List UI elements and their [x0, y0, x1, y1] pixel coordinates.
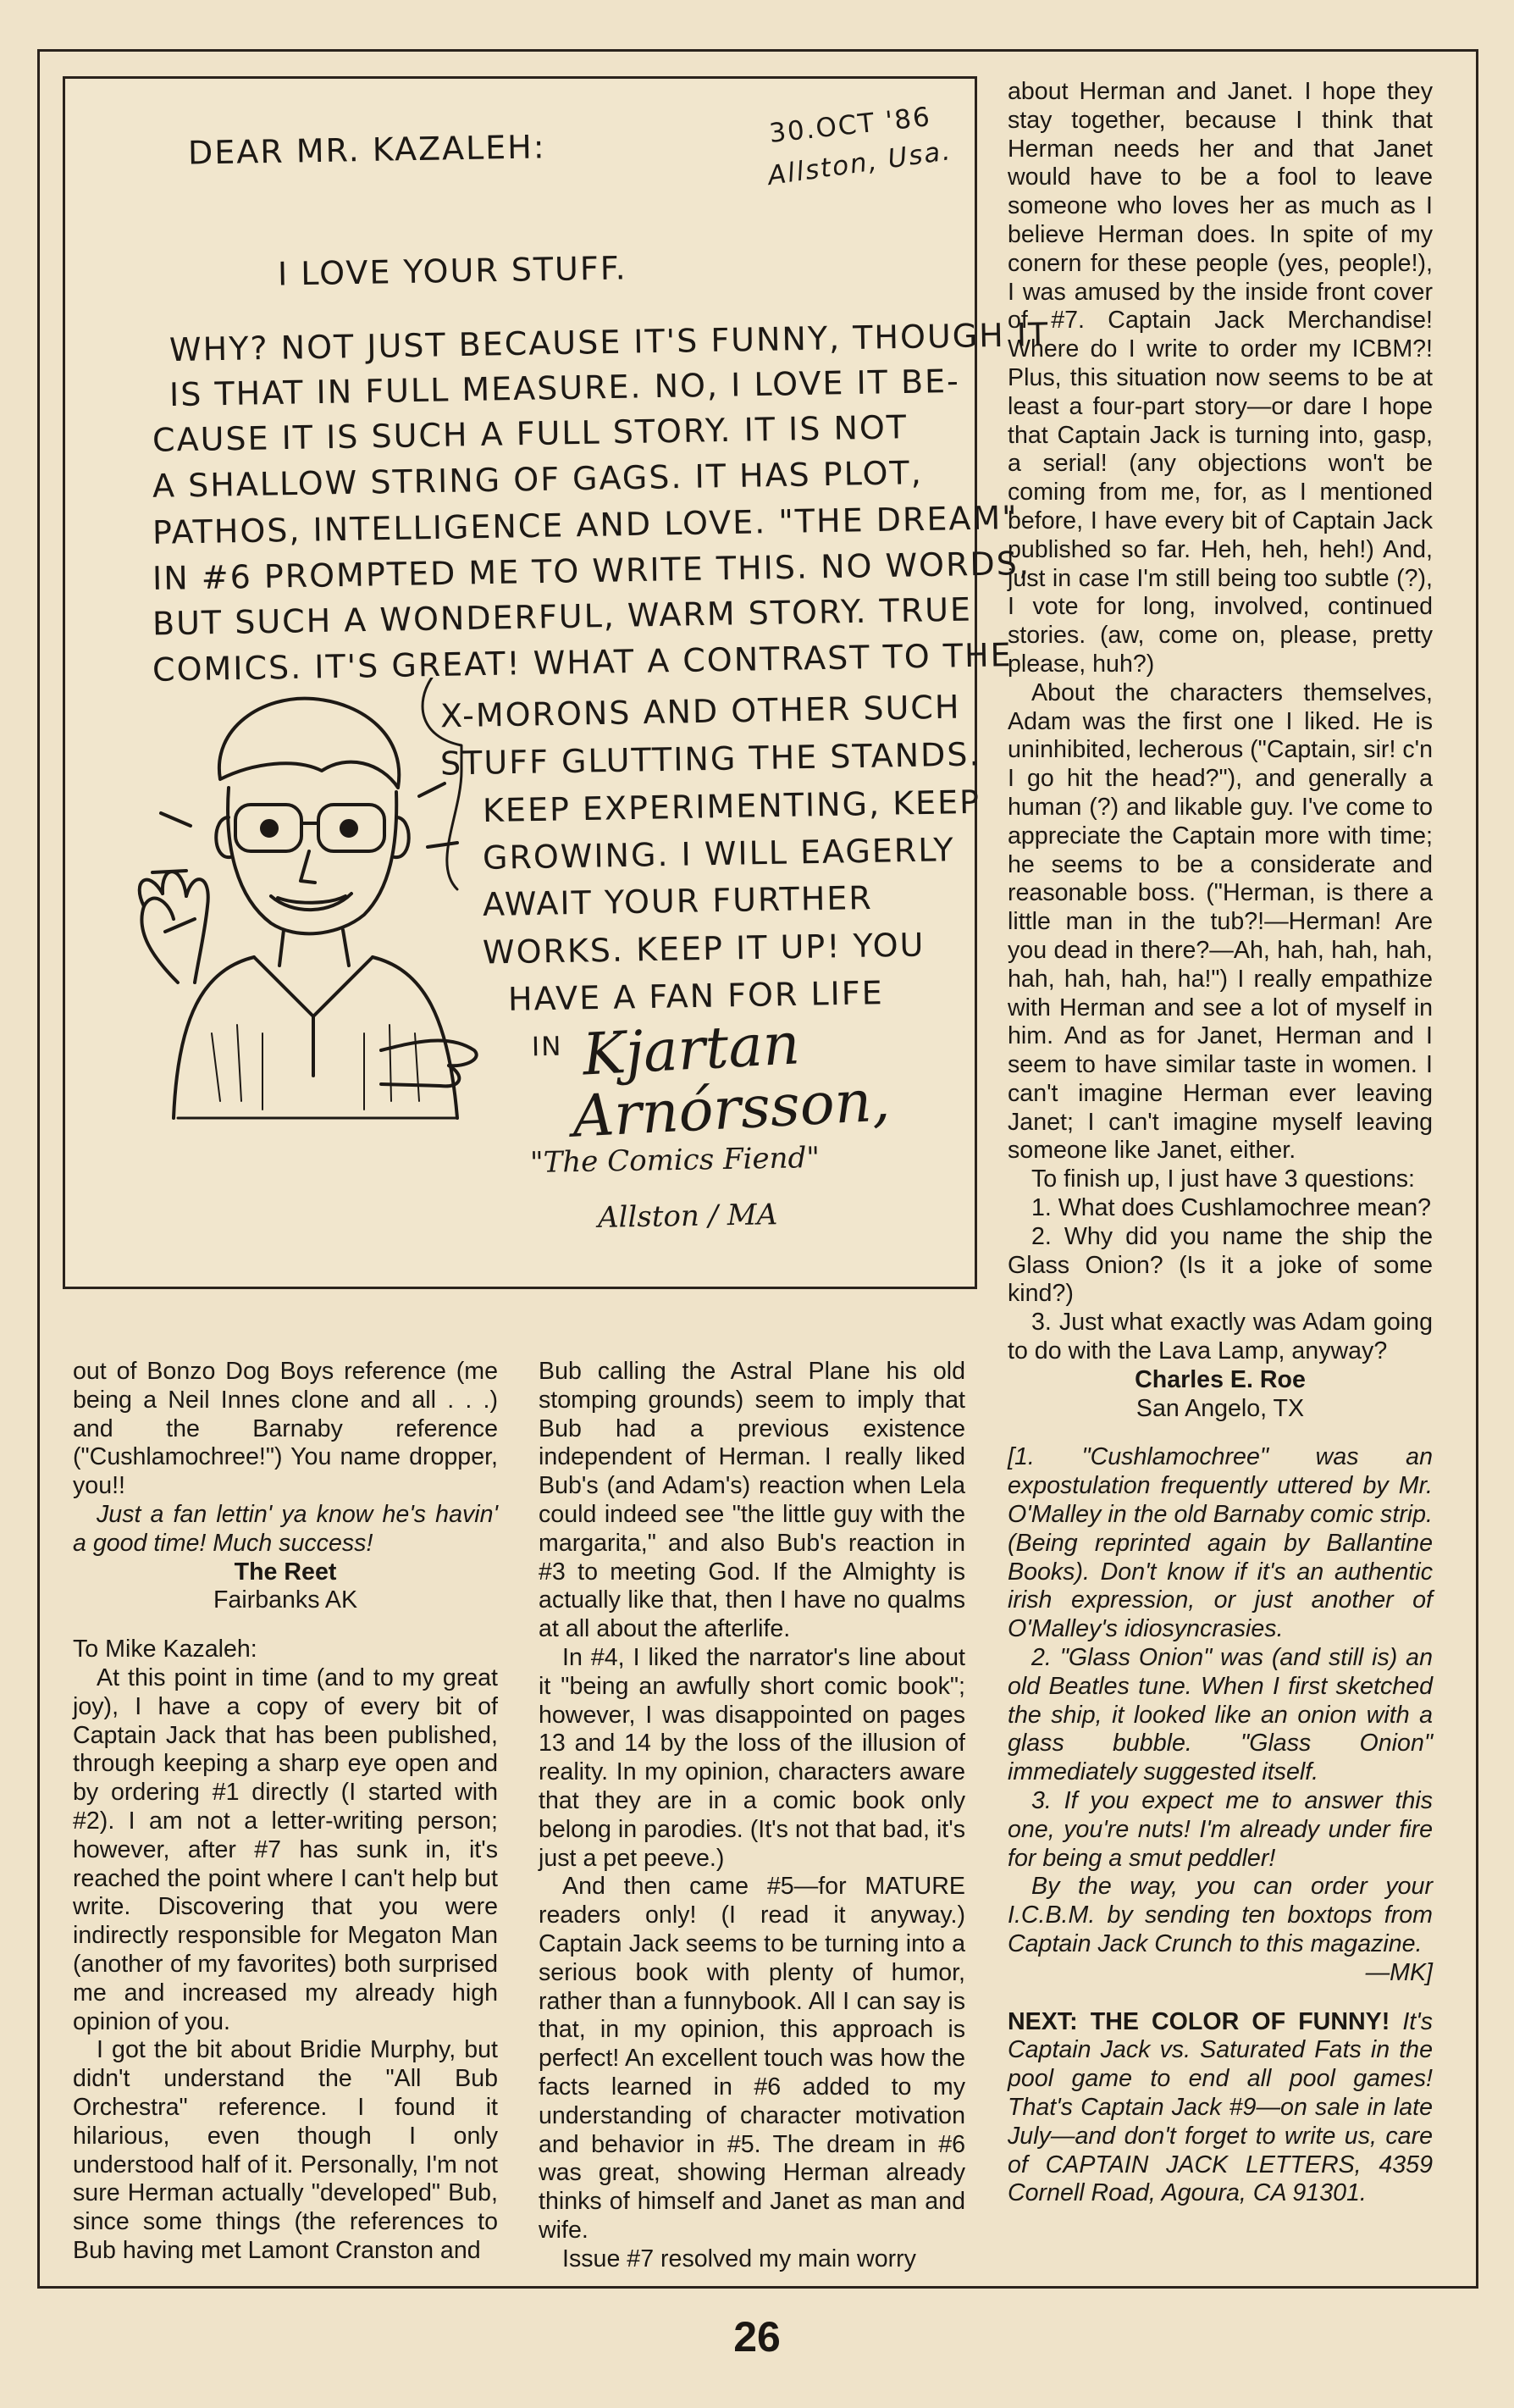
letter-line-2: WHY? NOT JUST BECAUSE IT'S FUNNY, THOUGH IT [169, 315, 1050, 369]
column1-paragraph-5: I got the bit about Bridie Murphy, but didn't understand the "All Bub Orchestra" reference. I found it hilarious, even though I only understood half of it. Personally, I'm not sure Herman actually "developed" Bub, since some things (the references to Bub having met Lamont Cranston and [73, 2036, 498, 2264]
letter-line-4: CAUSE IT IS SUCH A FULL STORY. IT IS NOT [152, 408, 909, 459]
editor-reply-signature: —MK] [1365, 1958, 1433, 1986]
letters-column-2 [539, 1358, 965, 2274]
letter-line-17: IN [531, 1031, 563, 1063]
letters-column-3 [1008, 78, 1433, 2208]
letter-date-place: Allston, Usa. [765, 135, 954, 192]
signature-name-roe: Charles E. Roe [1135, 1365, 1306, 1393]
column2-paragraph-2: In #4, I liked the narrator's line about it "being an awfully short comic book"; however, I was disappointed on pages 13 and 14 by the loss of the illusion of reality. In my opinion, characters aware that they are in a comic book only belong in parodies. (It's not that bad, it's just a pet peeve.) [539, 1643, 965, 1872]
letter-line-8: BUT SUCH A WONDERFUL, WARM STORY. TRUE [152, 590, 973, 643]
letter-line-12: KEEP EXPERIMENTING, KEEP [482, 783, 981, 830]
letter-line-5: A SHALLOW STRING OF GAGS. IT HAS PLOT, [152, 454, 924, 505]
signature-name-reet: The Reet [234, 1558, 337, 1586]
editor-reply-3: 3. If you expect me to answer this one, you're nuts! I'm already under fire for being a smut peddler! [1008, 1787, 1433, 1872]
question-2: 2. Why did you name the ship the Glass Onion? (Is it a joke of some kind?) [1008, 1222, 1433, 1308]
letters-column-1 [73, 1358, 498, 2266]
column2-paragraph-4: Issue #7 resolved my main worry [562, 2245, 916, 2272]
column2-paragraph-1: Bub calling the Astral Plane his old stomping grounds) seem to imply that Bub had a previous existence independent of Herman. I really liked Bub's (and Adam's) reaction when Lela could indeed see "the little guy with the margarita," and also Bub's reaction in #3 to meeting God. If the Almighty is actually like that, then I have no qualms at all about the afterlife. [539, 1358, 965, 1643]
letter-signature-last: Arnórsson, [571, 1067, 892, 1151]
next-issue-text: It's Captain Jack vs. Saturated Fats in the pool game to end all pool games! That's Captain Jack #9—on sale in late July—and don't forget to write us, care of CAPTAIN JACK LETTERS, 4359 Cornell Road, Agoura, CA 91301. [1008, 2007, 1433, 2207]
column3-paragraph-3: To finish up, I just have 3 questions: [1031, 1165, 1416, 1193]
signature-place-reet: Fairbanks AK [213, 1586, 358, 1614]
letter-line-6: PATHOS, INTELLIGENCE AND LOVE. "THE DREAM" [152, 499, 1019, 551]
letter-line-15: WORKS. KEEP IT UP! YOU [482, 926, 926, 972]
page-number: 26 [733, 2313, 781, 2361]
column2-paragraph-3: And then came #5—for MATURE readers only! (I read it anyway.) Captain Jack seems to be turning into a serious book with plenty of humor, rather than a funnybook. All I can say is that, in my opinion, this approach is perfect! An excellent touch was how the facts learned in #6 added to my understanding of character motivation and behavior in #5. The dream in #6 was great, showing Herman already thinks of himself and Janet as man and wife. [539, 1873, 965, 2244]
column1-paragraph-2: Just a fan lettin' ya know he's havin' a good time! Much success! [73, 1500, 498, 1557]
column3-paragraph-1: about Herman and Janet. I hope they stay together, because I think that Herman needs her and that Janet would have to be a fool to leave someone who loves her as much as I believe Herman does. In spite of my conern for these people (yes, people!), I was amused by the inside front cover of #7. Captain Jack Merchandise! Where do I write to order my ICBM?! Plus, this situation now seems to be at least a four-part story—or dare I hope that Captain Jack is turning into, gasp, a serial! (any objections won't be coming from me, for, as I mentioned before, I have every bit of Captain Jack published so far. Heh, heh, heh!) And, just in case I'm still being too subtle (?), I vote for long, involved, continued stories. (aw, come on, please, pretty please, huh?) [1008, 78, 1433, 678]
question-3: 3. Just what exactly was Adam going to do with the Lava Lamp, anyway? [1008, 1309, 1433, 1365]
letter-line-9: COMICS. IT'S GREAT! WHAT A CONTRAST TO THE [152, 636, 1013, 689]
column3-paragraph-2: About the characters themselves, Adam was the first one I liked. He is uninhibited, lecherous ("Captain, sir! c'n I go hit the head?"), and generally a human (?) and likable guy. I've come to appreciate the Captain more with time; he seems to be a considerate and reasonable boss. ("Herman, is there a little man in the tub?!—Herman! Are you dead in there?—Ah, hah, hah, hah, hah, hah, hah, ha!") I really empathize with Herman and see a lot of myself in him. And as for Janet, Herman and I seem to have similar taste in women. I can't imagine Herman ever leaving Janet; I can't imagine myself leaving someone like Janet, either. [1008, 678, 1433, 1165]
letter-line-11: STUFF GLUTTING THE STANDS. [439, 735, 981, 783]
editor-reply-1: [1. "Cushlamochree" was an expostulation frequently uttered by Mr. O'Malley in the old Barnaby comic strip. (Being reprinted again by Ballantine Books). Don't know if it's an authentic irish expression, or just another of O'Malley's idiosyncrasies. [1008, 1443, 1433, 1643]
signature-place-roe: San Angelo, TX [1136, 1394, 1305, 1422]
column1-paragraph-4: At this point in time (and to my great joy), I have a copy of every bit of Captain Jack that has been published, through keeping a sharp eye open and by ordering #1 directly (I started with #2). I am not a letter-writing person; however, after #7 has sunk in, it's reached the point where I can't help but write. Discovering that you were indirectly responsible for Megaton Man (another of my favorites) both surprised me and increased my already high opinion of you. [73, 1663, 498, 2035]
column1-paragraph-1: out of Bonzo Dog Boys reference (me being a Neil Innes clone and all . . .) and the Barnaby reference ("Cushlamochree!") You name dropper, you!! [73, 1358, 498, 1500]
editor-reply-2: 2. "Glass Onion" was (and still is) an old Beatles tune. When I first sketched the ship, it looked like an onion with a glass bubble. "Glass Onion" immediately suggested itself. [1008, 1644, 1433, 1786]
letter-line-14: AWAIT YOUR FURTHER [482, 878, 874, 924]
letter-line-7: IN #6 PROMPTED ME TO WRITE THIS. NO WORDS, [152, 544, 1031, 598]
letter-place: Allston / MA [597, 1198, 778, 1235]
letter-salutation-kazaleh: To Mike Kazaleh: [73, 1636, 257, 1663]
letter-line-16: HAVE A FAN FOR LIFE [507, 974, 885, 1018]
editor-reply-4: By the way, you can order your I.C.B.M. by sending ten boxtops from Captain Jack Crunch to this magazine. [1008, 1873, 1433, 1957]
letter-signature-first: Kjartan [581, 1010, 802, 1089]
letter-line-13: GROWING. I WILL EAGERLY [482, 831, 955, 877]
letter-salutation: DEAR MR. KAZALEH: [187, 128, 546, 172]
letter-line-1: I LOVE YOUR STUFF. [277, 249, 627, 293]
letter-nickname: "The Comics Fiend" [529, 1141, 821, 1180]
next-issue-blurb [1008, 2008, 1433, 2209]
writer-portrait-sketch [127, 678, 500, 1152]
next-issue-heading: NEXT: THE COLOR OF FUNNY! [1008, 2007, 1390, 2035]
letter-line-10: X-MORONS AND OTHER SUCH [439, 688, 961, 735]
letter-line-3: IS THAT IN FULL MEASURE. NO, I LOVE IT BE- [169, 362, 961, 414]
question-1: 1. What does Cushlamochree mean? [1031, 1194, 1432, 1222]
letter-date: 30.OCT '86 [767, 102, 933, 149]
